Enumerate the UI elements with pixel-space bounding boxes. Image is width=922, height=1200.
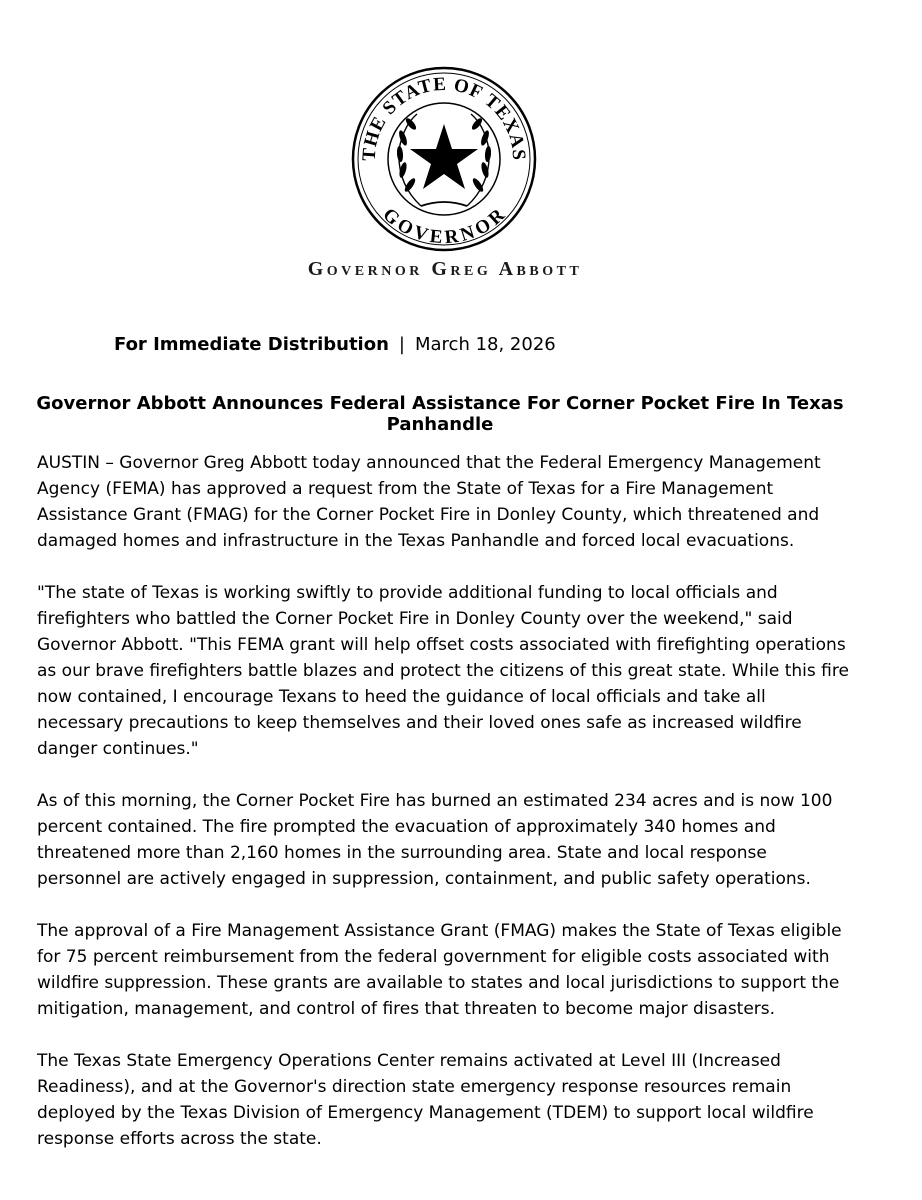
star-icon — [410, 124, 478, 189]
distribution-date: March 18, 2026 — [414, 334, 556, 355]
governor-name: Governor Greg Abbott — [307, 258, 583, 280]
distribution-label: For Immediate Distribution — [114, 334, 389, 355]
distribution-separator: | — [398, 334, 405, 355]
paragraph: "The state of Texas is working swiftly to provide additional funding to local officials and firefighters who battled the Corner Pocket Fire in Donley County over the weekend," said Governor Abbott. "This FEMA grant will help offset costs associated with firefighting operations as our brave firefighters battle blazes and protect the citizens of this great state. While this fire now contained, I encourage Texans to heed the guidance of local officials and take all necessary precautions to keep themselves and their loved ones safe as increased wildfire danger continues." — [37, 583, 849, 759]
press-release-headline: Governor Abbott Announces Federal Assistance For Corner Pocket Fire In Texas Panhandle — [36, 393, 844, 435]
paragraph: AUSTIN – Governor Greg Abbott today announced that the Federal Emergency Management Agency (FEMA) has approved a request from the State of Texas for a Fire Management Assistance Grant (FMAG) for the Corner Pocket Fire in Donley County, which threatened and damaged homes and infrastructure in the Texas Panhandle and forced local evacuations. — [37, 453, 821, 551]
svg-text:GOVERNOR — [379, 204, 510, 248]
paragraph: As of this morning, the Corner Pocket Fire has burned an estimated 234 acres and is now 100 percent contained. The fire prompted the evacuation of approximately 340 homes and threatened more than 2,160 homes in the surrounding area. State and local response personnel are actively engaged in suppression, containment, and public safety operations. — [37, 791, 833, 889]
press-release-body — [37, 450, 852, 1178]
governor-seal — [351, 66, 537, 252]
paragraph: The approval of a Fire Management Assistance Grant (FMAG) makes the State of Texas eligible for 75 percent reimbursement from the federal government for eligible costs associated with wildfire suppression. These grants are available to states and local jurisdictions to support the mitigation, management, and control of fires that threaten to become major disasters. — [37, 921, 842, 1019]
seal-top-text: THE STATE OF TEXAS — [358, 73, 530, 162]
paragraph: The Texas State Emergency Operations Center remains activated at Level III (Increased Readiness), and at the Governor's direction state emergency response resources remain deployed by the Texas Division of Emergency Management (TDEM) to support local wildfire response efforts across the state. — [37, 1051, 814, 1149]
distribution-line — [114, 334, 556, 355]
seal-bottom-text: GOVERNOR — [378, 203, 510, 249]
